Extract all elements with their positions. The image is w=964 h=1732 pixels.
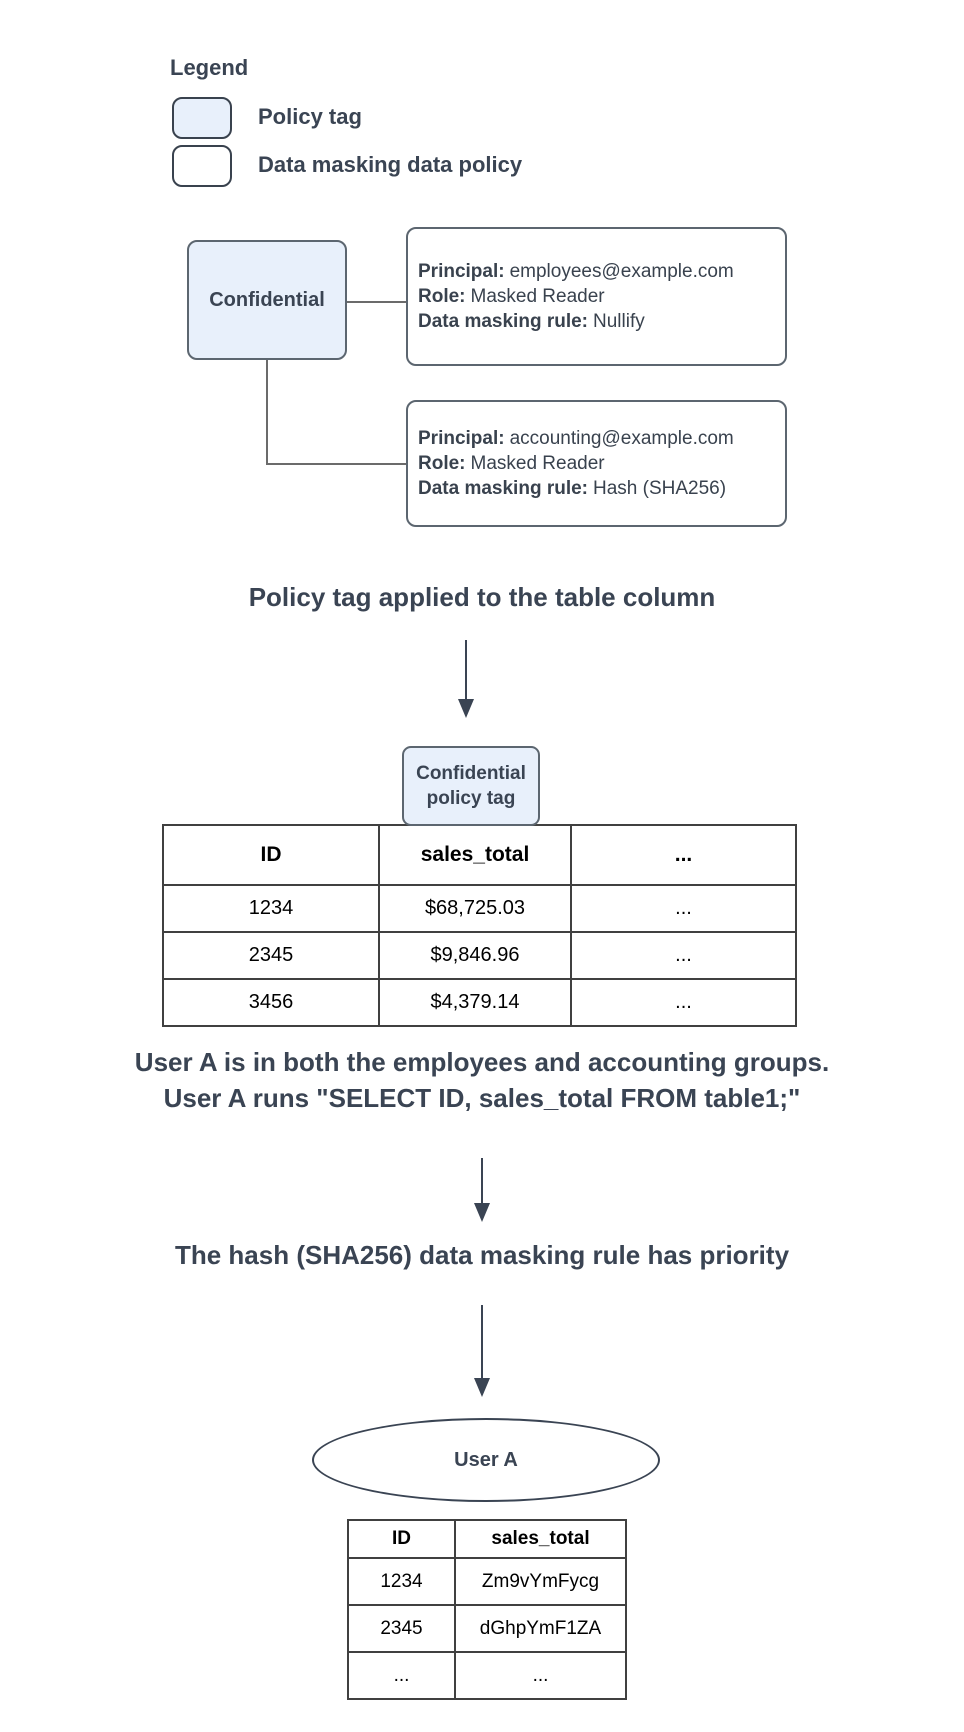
policy1-principal-label: Principal: — [418, 261, 505, 282]
arrow-head-icon — [458, 699, 474, 718]
legend-title: Legend — [170, 55, 249, 80]
data-policy-box-employees — [406, 227, 787, 366]
heading-user-groups — [0, 1044, 964, 1116]
policy2-role-value: Masked Reader — [470, 453, 605, 474]
cell-sales-total: $68,725.03 — [379, 885, 571, 932]
user-a-label: User A — [454, 1448, 518, 1471]
legend-swatch-policy-tag — [172, 97, 232, 139]
source-table-header-row — [163, 825, 796, 885]
cell-sales-total: $4,379.14 — [379, 979, 571, 1026]
arrow-head-icon — [474, 1203, 490, 1222]
policy1-role-label: Role: — [418, 286, 466, 307]
table-row — [163, 932, 796, 979]
policy1-role-line — [418, 284, 775, 309]
heading-policy-tag-applied: Policy tag applied to the table column — [248, 582, 716, 612]
arrow-down-to-priority-heading — [472, 1158, 492, 1222]
policy2-role-line — [418, 451, 775, 476]
policy2-principal-value: accounting@example.com — [509, 428, 734, 449]
table-row — [163, 885, 796, 932]
legend-label-data-masking-policy: Data masking data policy — [258, 152, 523, 177]
connector-policy-tag-to-policy1 — [347, 301, 406, 303]
source-table-header-sales-total: sales_total — [379, 825, 571, 885]
cell-id: 2345 — [163, 932, 379, 979]
policy1-rule-label: Data masking rule: — [418, 311, 588, 332]
cell-id: 1234 — [163, 885, 379, 932]
policy2-rule-line — [418, 476, 775, 501]
cell-more: ... — [571, 885, 796, 932]
cell-masked-value: dGhpYmF1ZA — [455, 1605, 626, 1652]
cell-id: 2345 — [348, 1605, 455, 1652]
table-row — [163, 979, 796, 1026]
policy2-role-label: Role: — [418, 453, 466, 474]
user-a-node — [312, 1418, 660, 1502]
arrow-down-to-policy-tag-callout — [456, 640, 476, 718]
table-row — [348, 1605, 626, 1652]
policy2-rule-value: Hash (SHA256) — [593, 478, 727, 499]
policy2-principal-line — [418, 426, 775, 451]
policy1-rule-value: Nullify — [593, 311, 645, 332]
policy2-rule-label: Data masking rule: — [418, 478, 588, 499]
arrow-shaft — [481, 1158, 483, 1203]
cell-id: 1234 — [348, 1558, 455, 1605]
connector-policy-tag-to-policy2 — [266, 360, 406, 465]
policy-tag-node-label: Confidential — [209, 288, 325, 311]
heading-priority: The hash (SHA256) data masking rule has priority — [174, 1240, 790, 1270]
arrow-shaft — [481, 1305, 483, 1378]
masked-table-header-sales-total: sales_total — [455, 1520, 626, 1558]
cell-masked-value: Zm9vYmFycg — [455, 1558, 626, 1605]
masked-result-table — [347, 1519, 627, 1700]
arrow-shaft — [465, 640, 467, 699]
policy1-rule-line — [418, 309, 775, 334]
cell-more: ... — [571, 979, 796, 1026]
source-table-header-id: ID — [163, 825, 379, 885]
cell-id: 3456 — [163, 979, 379, 1026]
cell-more: ... — [571, 932, 796, 979]
policy1-role-value: Masked Reader — [470, 286, 605, 307]
source-table — [162, 824, 797, 1027]
heading-user-groups-line2: User A runs "SELECT ID, sales_total FROM table1;" — [163, 1083, 801, 1113]
policy-tag-callout-line2: policy tag — [426, 788, 516, 809]
policy1-principal-value: employees@example.com — [509, 261, 734, 282]
policy-tag-callout — [402, 746, 540, 826]
source-table-header-more: ... — [571, 825, 796, 885]
cell-id: ... — [348, 1652, 455, 1699]
masked-table-header-row — [348, 1520, 626, 1558]
arrow-head-icon — [474, 1378, 490, 1397]
cell-sales-total: $9,846.96 — [379, 932, 571, 979]
policy-tag-node — [187, 240, 347, 360]
policy-tag-callout-line1: Confidential — [416, 763, 526, 784]
masked-table-header-id: ID — [348, 1520, 455, 1558]
legend-label-policy-tag: Policy tag — [258, 104, 362, 129]
table-row — [348, 1558, 626, 1605]
heading-user-groups-line1: User A is in both the employees and accounting groups. — [134, 1047, 830, 1077]
table-row — [348, 1652, 626, 1699]
cell-masked-value: ... — [455, 1652, 626, 1699]
data-policy-box-accounting — [406, 400, 787, 527]
arrow-down-to-user — [472, 1305, 492, 1397]
policy1-principal-line — [418, 259, 775, 284]
legend-swatch-data-masking-policy — [172, 145, 232, 187]
policy2-principal-label: Principal: — [418, 428, 505, 449]
